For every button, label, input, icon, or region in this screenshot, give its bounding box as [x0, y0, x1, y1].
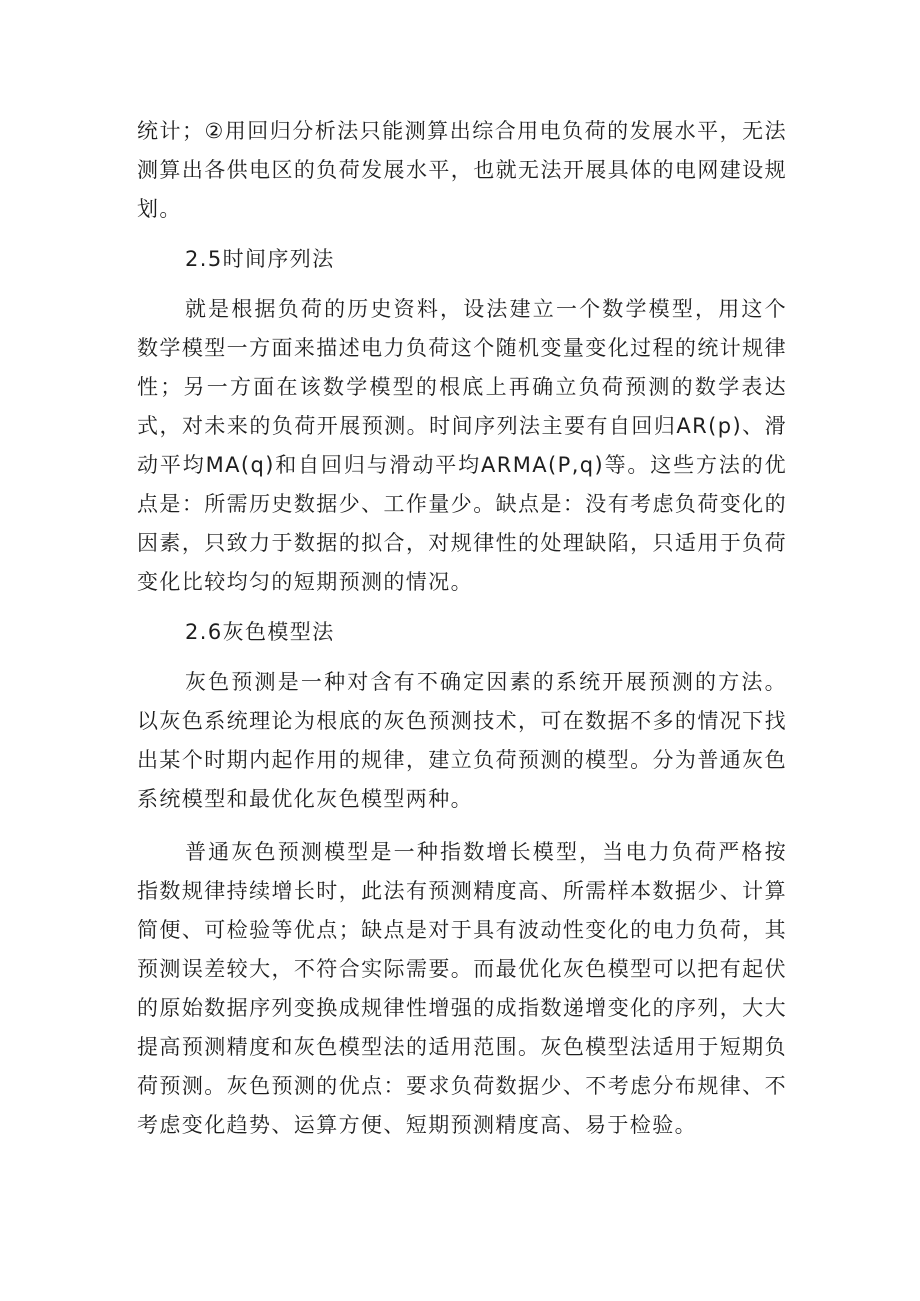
document-body	[137, 112, 787, 1145]
paragraph-regression-drawbacks: 统计；②用回归分析法只能测算出综合用电负荷的发展水平，无法测算出各供电区的负荷发展水平，也就无法开展具体的电网建设规划。	[137, 119, 787, 221]
paragraph-grey-models: 普通灰色预测模型是一种指数增长模型，当电力负荷严格按指数规律持续增长时，此法有预测精度高、所需样本数据少、计算简便、可检验等优点；缺点是对于具有波动性变化的电力负荷，其预测误差较大，不符合实际需要。而最优化灰色模型可以把有起伏的原始数据序列变换成规律性增强的成指数递增变化的序列，大大提高预测精度和灰色模型法的适用范围。灰色模型法适用于短期负荷预测。灰色预测的优点：要求负荷数据少、不考虑分布规律、不考虑变化趋势、运算方便、短期预测精度高、易于检验。	[137, 840, 787, 1137]
paragraph-grey-intro: 灰色预测是一种对含有不确定因素的系统开展预测的方法。以灰色系统理论为根底的灰色预测技术，可在数据不多的情况下找出某个时期内起作用的规律，建立负荷预测的模型。分为普通灰色系统模型和最优化灰色模型两种。	[137, 670, 787, 811]
section-heading-2-5: 2.5时间序列法	[185, 247, 335, 271]
section-heading-2-6: 2.6灰色模型法	[185, 620, 335, 644]
paragraph-time-series: 就是根据负荷的历史资料，设法建立一个数学模型，用这个数学模型一方面来描述电力负荷这个随机变量变化过程的统计规律性；另一方面在该数学模型的根底上再确立负荷预测的数学表达式，对未来的负荷开展预测。时间序列法主要有自回归AR(p)、滑动平均MA(q)和自回归与滑动平均ARMA(P,q)等。这些方法的优点是：所需历史数据少、工作量少。缺点是：没有考虑负荷变化的因素，只致力于数据的拟合，对规律性的处理缺陷，只适用于负荷变化比较均匀的短期预测的情况。	[137, 297, 787, 594]
